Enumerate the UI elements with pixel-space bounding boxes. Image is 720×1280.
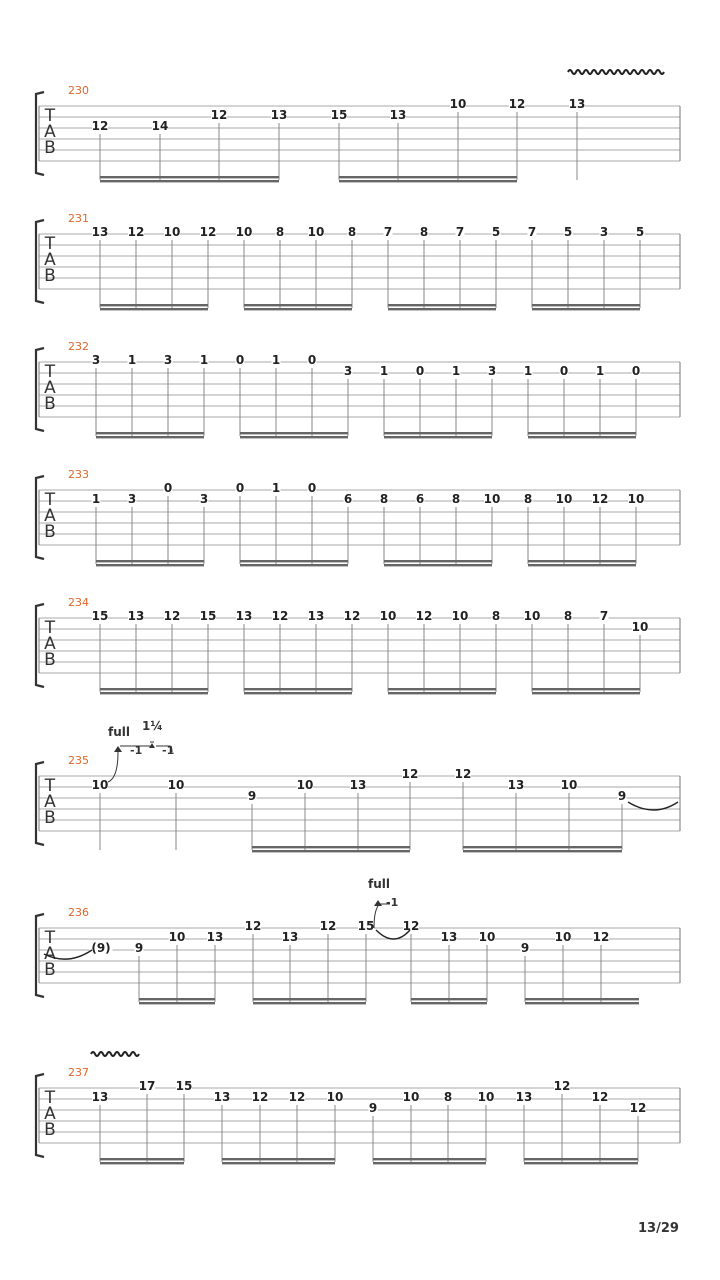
fret-number: 15 — [199, 609, 217, 623]
beam-secondary — [244, 308, 352, 310]
measure-number: 234 — [68, 596, 89, 609]
beam-secondary — [100, 180, 279, 182]
fret-number: 8 — [419, 225, 429, 239]
fret-number: 12 — [91, 119, 109, 133]
vibrato-mark — [568, 70, 664, 74]
tab-clef-letter: A — [44, 122, 56, 142]
fret-number: 6 — [415, 492, 425, 506]
release-label: -1 — [386, 896, 399, 909]
system-bracket — [36, 1074, 44, 1157]
fret-number: 15 — [357, 919, 375, 933]
fret-number: 13 — [568, 97, 586, 111]
fret-number: 12 — [592, 930, 610, 944]
beam-secondary — [240, 436, 348, 438]
fret-number: 10 — [379, 609, 397, 623]
fret-number: 8 — [563, 609, 573, 623]
fret-number: 10 — [451, 609, 469, 623]
tab-clef-letter: B — [44, 266, 56, 286]
beam-primary — [244, 688, 352, 690]
fret-number: 12 — [454, 767, 472, 781]
fret-number: 1 — [523, 364, 533, 378]
fret-number: 1 — [91, 492, 101, 506]
beam-secondary — [96, 436, 204, 438]
beam-secondary — [463, 850, 622, 852]
fret-number: 10 — [560, 778, 578, 792]
tab-clef-letter: A — [44, 634, 56, 654]
fret-number: 10 — [554, 930, 572, 944]
fret-number: 15 — [91, 609, 109, 623]
tab-clef-letter: B — [44, 522, 56, 542]
beam-primary — [411, 998, 487, 1000]
tab-clef-letter: T — [44, 106, 56, 126]
fret-number: 10 — [555, 492, 573, 506]
fret-number: 0 — [559, 364, 569, 378]
beam-primary — [532, 688, 640, 690]
beam-secondary — [100, 1162, 184, 1164]
fret-number: 13 — [206, 930, 224, 944]
fret-number: 10 — [307, 225, 325, 239]
beam-primary — [339, 176, 517, 178]
fret-number: 13 — [389, 108, 407, 122]
release-label: -1 — [130, 744, 143, 757]
fret-number: 1 — [127, 353, 137, 367]
system-bracket — [36, 604, 44, 687]
beam-primary — [222, 1158, 335, 1160]
fret-number: 10 — [296, 778, 314, 792]
fret-number: 0 — [163, 481, 173, 495]
beam-secondary — [528, 436, 636, 438]
beam-secondary — [388, 308, 496, 310]
beam-primary — [100, 176, 279, 178]
fret-number: 9 — [368, 1101, 378, 1115]
fret-number: 1 — [199, 353, 209, 367]
system-bracket — [36, 762, 44, 845]
fret-number: 14 — [151, 119, 169, 133]
bend-arrow — [374, 900, 382, 906]
beam-primary — [525, 998, 639, 1000]
tab-clef-letter: T — [44, 490, 56, 510]
beam-secondary — [100, 692, 208, 694]
fret-number: 9 — [617, 789, 627, 803]
measure-number: 232 — [68, 340, 89, 353]
beam-primary — [96, 560, 204, 562]
tab-clef-letter: T — [44, 234, 56, 254]
beam-secondary — [222, 1162, 335, 1164]
tab-clef-letter: A — [44, 378, 56, 398]
fret-number: 12 — [199, 225, 217, 239]
fret-number: 12 — [210, 108, 228, 122]
fret-number: 7 — [599, 609, 609, 623]
beam-secondary — [525, 1002, 639, 1004]
beam-primary — [388, 688, 496, 690]
fret-number: 12 — [415, 609, 433, 623]
fret-number: 10 — [478, 930, 496, 944]
fret-number: 1 — [451, 364, 461, 378]
fret-number: 10 — [167, 778, 185, 792]
fret-number: 6 — [343, 492, 353, 506]
fret-number: 7 — [455, 225, 465, 239]
fret-number: 1 — [271, 481, 281, 495]
fret-number: 8 — [275, 225, 285, 239]
beam-partial — [253, 998, 328, 1000]
beam-secondary — [339, 180, 517, 182]
system-bracket — [36, 476, 44, 559]
beam-secondary — [524, 1162, 638, 1164]
beam-secondary — [384, 564, 492, 566]
bend-arrow — [114, 746, 122, 752]
beam-primary — [373, 1158, 486, 1160]
measure-number: 237 — [68, 1066, 89, 1079]
fret-number: (9) — [91, 941, 111, 955]
beam-primary — [240, 432, 348, 434]
fret-number: 3 — [91, 353, 101, 367]
fret-number: 10 — [627, 492, 645, 506]
beam-secondary — [373, 1162, 486, 1164]
fret-number: 10 — [449, 97, 467, 111]
fret-number: 13 — [235, 609, 253, 623]
fret-number: 9 — [520, 941, 530, 955]
fret-number: 10 — [631, 620, 649, 634]
fret-number: 17 — [138, 1079, 156, 1093]
fret-number: 12 — [553, 1079, 571, 1093]
system-bracket — [36, 914, 44, 997]
system-bracket — [36, 220, 44, 303]
fret-number: 13 — [281, 930, 299, 944]
tab-clef-letter: A — [44, 944, 56, 964]
beam-secondary — [240, 564, 348, 566]
beam-secondary — [532, 692, 640, 694]
beam-primary — [463, 846, 622, 848]
fret-number: 7 — [527, 225, 537, 239]
tab-clef-letter: B — [44, 650, 56, 670]
measure-number: 236 — [68, 906, 89, 919]
system-bracket — [36, 348, 44, 431]
measure-number: 235 — [68, 754, 89, 767]
tab-clef-letter: T — [44, 776, 56, 796]
fret-number: 5 — [635, 225, 645, 239]
fret-number: 8 — [379, 492, 389, 506]
beam-secondary — [96, 564, 204, 566]
fret-number: 12 — [288, 1090, 306, 1104]
tab-clef-letter: T — [44, 362, 56, 382]
beam-secondary — [388, 692, 496, 694]
tab-clef-letter: A — [44, 250, 56, 270]
fret-number: 0 — [235, 481, 245, 495]
beam-primary — [100, 304, 208, 306]
tab-clef-letter: T — [44, 928, 56, 948]
fret-number: 10 — [523, 609, 541, 623]
system-bracket — [36, 92, 44, 175]
page-number: 13/29 — [638, 1221, 679, 1236]
fret-number: 13 — [213, 1090, 231, 1104]
tab-clef-letter: A — [44, 1104, 56, 1124]
beam-primary — [524, 1158, 638, 1160]
beam-primary — [252, 846, 410, 848]
tab-clef-letter: T — [44, 1088, 56, 1108]
fret-number: 15 — [175, 1079, 193, 1093]
beam-secondary — [532, 308, 640, 310]
fret-number: 3 — [487, 364, 497, 378]
fret-number: 9 — [247, 789, 257, 803]
fret-number: 12 — [629, 1101, 647, 1115]
beam-primary — [96, 432, 204, 434]
fret-number: 5 — [563, 225, 573, 239]
fret-number: 12 — [163, 609, 181, 623]
fret-number: 1 — [271, 353, 281, 367]
fret-number: 12 — [508, 97, 526, 111]
fret-number: 10 — [168, 930, 186, 944]
bend-curve — [108, 752, 118, 782]
fret-number: 13 — [270, 108, 288, 122]
fret-number: 7 — [383, 225, 393, 239]
fret-number: 10 — [326, 1090, 344, 1104]
fret-number: 5 — [491, 225, 501, 239]
fret-number: 3 — [199, 492, 209, 506]
fret-number: 0 — [307, 481, 317, 495]
fret-number: 0 — [631, 364, 641, 378]
beam-primary — [384, 560, 492, 562]
beam-primary — [244, 304, 352, 306]
beam-secondary — [244, 692, 352, 694]
measure-number: 231 — [68, 212, 89, 225]
beam-primary — [528, 432, 636, 434]
fret-number: 13 — [91, 225, 109, 239]
fret-number: 0 — [235, 353, 245, 367]
fret-number: 13 — [307, 609, 325, 623]
tab-clef-letter: B — [44, 808, 56, 828]
fret-number: 13 — [127, 609, 145, 623]
fret-number: 12 — [402, 919, 420, 933]
fret-number: 8 — [451, 492, 461, 506]
beam-primary — [532, 304, 640, 306]
measure-number: 230 — [68, 84, 89, 97]
fret-number: 3 — [127, 492, 137, 506]
beam-secondary — [528, 564, 636, 566]
bend-label-amount: 1¼ — [142, 719, 163, 733]
tab-clef-letter: B — [44, 1120, 56, 1140]
fret-number: 13 — [91, 1090, 109, 1104]
bend-label-full: full — [108, 725, 130, 739]
beam-secondary — [252, 850, 410, 852]
fret-number: 13 — [440, 930, 458, 944]
fret-number: 3 — [163, 353, 173, 367]
fret-number: 13 — [349, 778, 367, 792]
fret-number: 9 — [134, 941, 144, 955]
beam-primary — [384, 432, 492, 434]
bend-curve — [374, 906, 378, 928]
fret-number: 12 — [244, 919, 262, 933]
fret-number: 10 — [91, 778, 109, 792]
bend-label-full: full — [368, 877, 390, 891]
fret-number: 12 — [251, 1090, 269, 1104]
fret-number: 3 — [599, 225, 609, 239]
fret-number: 12 — [319, 919, 337, 933]
fret-number: 12 — [591, 492, 609, 506]
fret-number: 8 — [491, 609, 501, 623]
release-label: -1 — [162, 744, 175, 757]
fret-number: 12 — [591, 1090, 609, 1104]
fret-number: 10 — [483, 492, 501, 506]
beam-primary — [100, 688, 208, 690]
fret-number: 10 — [477, 1090, 495, 1104]
beam-secondary — [384, 436, 492, 438]
beam-secondary — [139, 1002, 215, 1004]
beam-primary — [388, 304, 496, 306]
tab-clef-letter: T — [44, 618, 56, 638]
measure-number: 233 — [68, 468, 89, 481]
beam-primary — [528, 560, 636, 562]
fret-number: 3 — [343, 364, 353, 378]
vibrato-mark — [91, 1052, 139, 1056]
beam-primary — [139, 998, 215, 1000]
beam-secondary — [253, 1002, 366, 1004]
fret-number: 15 — [330, 108, 348, 122]
tab-clef-letter: B — [44, 960, 56, 980]
tab-clef-letter: A — [44, 792, 56, 812]
fret-number: 10 — [235, 225, 253, 239]
fret-number: 8 — [523, 492, 533, 506]
beam-secondary — [100, 308, 208, 310]
fret-number: 10 — [402, 1090, 420, 1104]
fret-number: 12 — [343, 609, 361, 623]
tab-clef-letter: A — [44, 506, 56, 526]
fret-number: 0 — [307, 353, 317, 367]
beam-partial — [147, 1158, 184, 1160]
fret-number: 1 — [379, 364, 389, 378]
fret-number: 12 — [401, 767, 419, 781]
tab-clef-letter: B — [44, 138, 56, 158]
fret-number: 13 — [507, 778, 525, 792]
fret-number: 8 — [347, 225, 357, 239]
fret-number: 12 — [271, 609, 289, 623]
beam-secondary — [411, 1002, 487, 1004]
fret-number: 1 — [595, 364, 605, 378]
tab-clef-letter: B — [44, 394, 56, 414]
fret-number: 0 — [415, 364, 425, 378]
beam-primary — [240, 560, 348, 562]
fret-number: 10 — [163, 225, 181, 239]
fret-number: 12 — [127, 225, 145, 239]
fret-number: 13 — [515, 1090, 533, 1104]
fret-number: 8 — [443, 1090, 453, 1104]
